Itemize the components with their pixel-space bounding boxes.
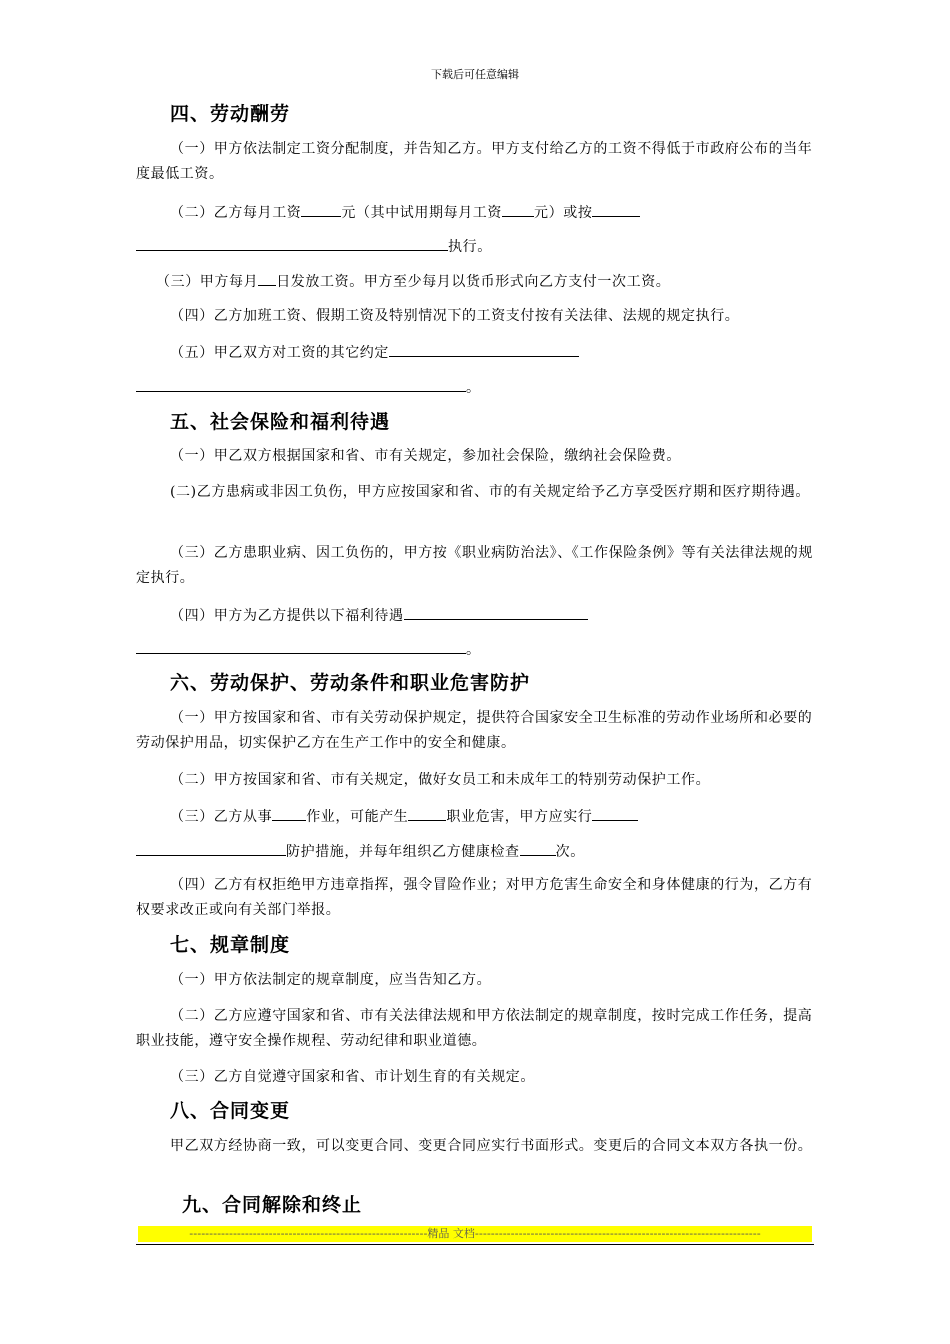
s5-paragraph-3-wrap <box>136 541 816 591</box>
s4-paragraph-2-wrap <box>136 199 816 226</box>
s6-paragraph-2: （二）甲方按国家和省、市有关规定，做好女员工和未成年工的特别劳动保护工作。 <box>170 772 711 788</box>
section-6-title-wrap <box>136 671 816 695</box>
blank-other-wage-terms-cont[interactable] <box>136 374 466 392</box>
section-8-title: 八、合同变更 <box>170 1100 291 1122</box>
section-4-title-wrap <box>136 102 816 126</box>
s7-paragraph-1: （一）甲方依法制定的规章制度，应当告知乙方。 <box>170 972 492 988</box>
s5-paragraph-1-wrap <box>136 444 816 469</box>
s4-paragraph-2-cont-wrap <box>136 233 816 260</box>
s4-p5-text-a: （五）甲乙双方对工资的其它约定 <box>170 345 389 361</box>
s6-paragraph-3-wrap <box>136 803 816 830</box>
s4-paragraph-1-wrap <box>136 137 816 187</box>
blank-welfare-cont[interactable] <box>136 636 466 654</box>
s4-paragraph-2 <box>136 199 816 226</box>
blank-wage-basis-cont[interactable] <box>136 233 448 251</box>
section-6-title: 六、劳动保护、劳动条件和职业危害防护 <box>170 672 531 694</box>
section-9-title: 九、合同解除和终止 <box>182 1194 363 1216</box>
s6-paragraph-4-wrap <box>136 873 816 923</box>
s5-paragraph-4-wrap <box>136 602 816 629</box>
s7-paragraph-3-wrap <box>136 1065 816 1090</box>
s4-p2-text-d: 执行。 <box>448 239 492 255</box>
blank-welfare[interactable] <box>404 602 588 620</box>
s7-paragraph-2-wrap <box>136 1004 816 1054</box>
s6-p3-text-e: 次。 <box>555 844 585 860</box>
s4-paragraph-3-wrap <box>136 268 816 295</box>
s8-paragraph-1: 甲乙双方经协商一致，可以变更合同、变更合同应实行书面形式。变更后的合同文本双方各执一份。 <box>170 1138 813 1154</box>
blank-other-wage-terms[interactable] <box>389 339 579 357</box>
blank-checkup-count[interactable] <box>520 838 556 856</box>
s6-p3-text-b: 作业，可能产生 <box>306 809 409 825</box>
s6-paragraph-4: （四）乙方有权拒绝甲方违章指挥，强令冒险作业；对甲方危害生命安全和身体健康的行为，乙方有权要求改正或向有关部门举报。 <box>136 877 813 918</box>
blank-protection[interactable] <box>592 803 638 821</box>
s7-paragraph-2: （二）乙方应遵守国家和省、市有关法律法规和甲方依法制定的规章制度，按时完成工作任务，提高职业技能，遵守安全操作规程、劳动纪律和职业道德。 <box>136 1008 813 1049</box>
s4-paragraph-2-cont <box>136 233 816 260</box>
s6-paragraph-2-wrap <box>136 768 816 793</box>
s4-paragraph-5-cont <box>136 374 816 401</box>
blank-hazard[interactable] <box>408 803 446 821</box>
s6-paragraph-3 <box>136 803 816 830</box>
section-5-title-wrap <box>136 410 816 434</box>
section-9-title-wrap <box>136 1193 816 1217</box>
s5-paragraph-4 <box>136 602 816 629</box>
s5-paragraph-2-wrap <box>136 480 816 505</box>
section-7-title-wrap <box>136 933 816 957</box>
s5-p4-text-a: （四）甲方为乙方提供以下福利待遇 <box>170 608 404 624</box>
s6-p3-text-a: （三）乙方从事 <box>170 809 273 825</box>
s4-paragraph-4-wrap <box>136 304 816 329</box>
s4-paragraph-3 <box>136 268 816 295</box>
s6-paragraph-3-cont-wrap <box>136 838 816 865</box>
s4-p2-text-a: （二）乙方每月工资 <box>170 205 302 221</box>
blank-protection-cont[interactable] <box>136 838 286 856</box>
s7-paragraph-3: （三）乙方自觉遵守国家和省、市计划生育的有关规定。 <box>170 1069 535 1085</box>
s4-p2-text-b: 元（其中试用期每月工资 <box>341 205 503 221</box>
s4-p3-text-b: 日发放工资。甲方至少每月以货币形式向乙方支付一次工资。 <box>276 274 671 290</box>
footer-rule <box>136 1244 814 1245</box>
blank-monthly-wage[interactable] <box>301 199 341 217</box>
section-4-title: 四、劳动酬劳 <box>170 103 291 125</box>
blank-payday[interactable] <box>258 268 276 286</box>
s5-paragraph-4-cont-wrap <box>136 636 816 663</box>
s6-p3-text-d: 防护措施，并每年组织乙方健康检查 <box>286 844 520 860</box>
section-7-title: 七、规章制度 <box>170 934 291 956</box>
s4-p2-text-c: 元）或按 <box>534 205 593 221</box>
blank-probation-wage[interactable] <box>502 199 534 217</box>
s4-paragraph-1: （一）甲方依法制定工资分配制度，并告知乙方。甲方支付给乙方的工资不得低于市政府公布的当年度最低工资。 <box>136 141 813 182</box>
s4-paragraph-5 <box>136 339 816 366</box>
page-footer-banner: ------------------------------------------------------------精品 文档------------------------------------------------------------------------ <box>138 1226 812 1242</box>
section-8-title-wrap <box>136 1099 816 1123</box>
s8-paragraph-1-wrap <box>136 1134 816 1159</box>
s6-paragraph-3-cont <box>136 838 816 865</box>
s5-p4-text-b: 。 <box>466 642 481 658</box>
s5-paragraph-1: （一）甲乙双方根据国家和省、市有关规定，参加社会保险，缴纳社会保险费。 <box>170 448 681 464</box>
s5-paragraph-4-cont <box>136 636 816 663</box>
s4-paragraph-5-wrap <box>136 339 816 366</box>
s4-paragraph-4: （四）乙方加班工资、假期工资及特别情况下的工资支付按有关法律、法规的规定执行。 <box>170 308 740 324</box>
s5-paragraph-2: (二)乙方患病或非因工负伤，甲方应按国家和省、市的有关规定给予乙方享受医疗期和医疗期待遇。 <box>170 484 810 500</box>
s6-paragraph-1: （一）甲方按国家和省、市有关劳动保护规定，提供符合国家安全卫生标准的劳动作业场所和必要的劳动保护用品，切实保护乙方在生产工作中的安全和健康。 <box>136 710 813 751</box>
blank-wage-basis[interactable] <box>592 199 640 217</box>
section-5-title: 五、社会保险和福利待遇 <box>170 411 391 433</box>
s4-paragraph-5-cont-wrap <box>136 374 816 401</box>
s7-paragraph-1-wrap <box>136 968 816 993</box>
s4-p5-text-b: 。 <box>466 380 481 396</box>
s6-p3-text-c: 职业危害，甲方应实行 <box>446 809 593 825</box>
s5-paragraph-3: （三）乙方患职业病、因工负伤的，甲方按《职业病防治法》、《工作保险条例》等有关法律法规的规定执行。 <box>136 545 813 586</box>
s6-paragraph-1-wrap <box>136 706 816 756</box>
s4-p3-text-a: （三）甲方每月 <box>156 274 259 290</box>
page-header: 下载后可任意编辑 <box>431 68 519 81</box>
blank-work-type[interactable] <box>272 803 306 821</box>
